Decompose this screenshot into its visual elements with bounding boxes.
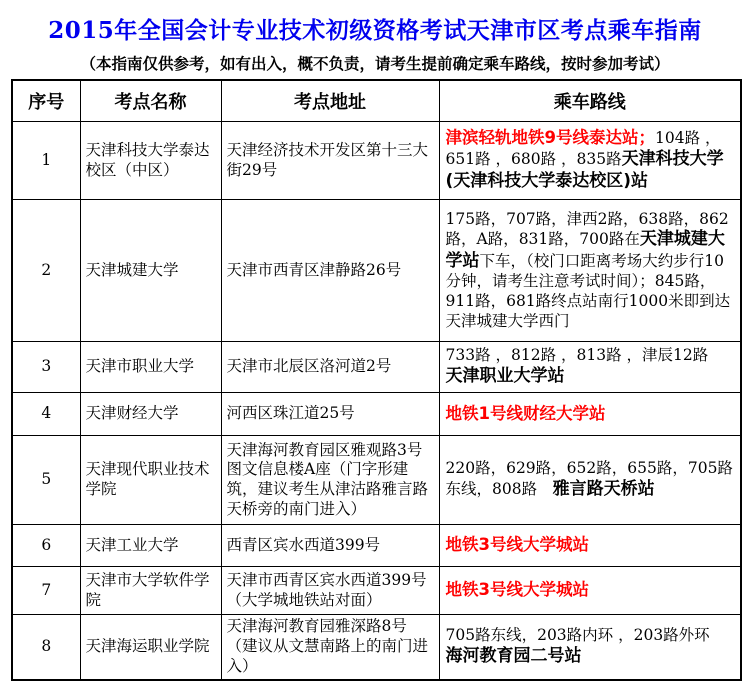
route-metro-highlight: 地铁3号线大学城站 xyxy=(445,535,589,555)
route-stop-name: 海河教育园二号站 xyxy=(445,645,582,666)
row-number: 4 xyxy=(12,393,80,436)
route-cell xyxy=(439,436,741,525)
venue-name: 天津科技大学泰达校区（中区） xyxy=(80,122,221,200)
row-number: 1 xyxy=(12,122,80,200)
route-metro-highlight: 地铁3号线大学城站 xyxy=(445,580,589,600)
route-cell xyxy=(439,122,741,200)
venue-address: 天津海河教育园区雅观路3号图文信息楼A座（门字形建筑，建议考生从津沽路雅言路天桥旁的南门进入） xyxy=(221,436,439,525)
table-row xyxy=(12,525,741,567)
bus-route-table xyxy=(11,79,742,681)
row-number: 5 xyxy=(12,436,80,525)
venue-address: 河西区珠江道25号 xyxy=(221,393,439,436)
table-row xyxy=(12,342,741,393)
row-number: 8 xyxy=(12,615,80,680)
route-bus-lines: 220路，629路，652路，655路，705路东线，808路 xyxy=(445,459,733,499)
table-row xyxy=(12,122,741,200)
route-bus-lines: 705路东线，203路内环 ，203路外环 xyxy=(445,626,710,645)
route-metro-highlight: 地铁1号线财经大学站 xyxy=(445,403,606,423)
table-row xyxy=(12,436,741,525)
route-stop-name: 天津职业大学站 xyxy=(445,366,565,387)
page-title: 2015年全国会计专业技术初级资格考试天津市区考点乘车指南 xyxy=(48,17,702,44)
route-cell xyxy=(439,567,741,615)
venue-address: 天津市北辰区洛河道2号 xyxy=(221,342,439,393)
venue-name: 天津现代职业技术学院 xyxy=(80,436,221,525)
route-note: 下车，（校门口距离考场大约步行10分钟，请考生注意考试时间）；845路，911路，681路终点站南行1000米即到达天津城建大学西门 xyxy=(445,251,731,330)
route-cell xyxy=(439,525,741,567)
venue-address: 天津市西青区宾水西道399号（大学城地铁站对面） xyxy=(221,567,439,615)
route-bus-lines: 104路 ，651路 ，680路 ，835路 xyxy=(445,129,721,169)
table-row xyxy=(12,615,741,680)
route-metro-highlight: 津滨轻轨地铁9号线泰达站； xyxy=(445,128,655,148)
route-cell xyxy=(439,342,741,393)
venue-address: 天津海河教育园雅深路8号（建议从文慧南路上的南门进入） xyxy=(221,615,439,680)
row-number: 3 xyxy=(12,342,80,393)
row-number: 7 xyxy=(12,567,80,615)
row-number: 6 xyxy=(12,525,80,567)
table-row xyxy=(12,200,741,342)
venue-name: 天津海运职业学院 xyxy=(80,615,221,680)
row-number: 2 xyxy=(12,200,80,342)
route-bus-lines: 733路 ，812路 ，813路 ，津辰12路 xyxy=(445,346,709,365)
venue-name: 天津市大学软件学院 xyxy=(80,567,221,615)
table-row xyxy=(12,393,741,436)
route-cell xyxy=(439,615,741,680)
column-header-venue-address: 考点地址 xyxy=(221,80,439,122)
venue-name: 天津城建大学 xyxy=(80,200,221,342)
route-cell xyxy=(439,393,741,436)
route-stop-name: 天津城建大学站 xyxy=(445,229,725,271)
column-header-number: 序号 xyxy=(12,80,80,122)
column-header-venue-name: 考点名称 xyxy=(80,80,221,122)
venue-name: 天津工业大学 xyxy=(80,525,221,567)
route-stop-name: 雅言路天桥站 xyxy=(552,479,655,500)
route-bus-lines: 175路，707路，津西2路，638路，862路，A路，831路，700路在 xyxy=(445,209,729,249)
route-stop-name: 天津科技大学(天津科技大学泰达校区)站 xyxy=(445,149,724,191)
disclaimer-note: （本指南仅供参考，如有出入，概不负责，请考生提前确定乘车路线，按时参加考试） xyxy=(80,54,670,73)
header-row xyxy=(12,80,741,122)
column-header-route: 乘车路线 xyxy=(439,80,741,122)
venue-address: 天津经济技术开发区第十三大街29号 xyxy=(221,122,439,200)
venue-name: 天津财经大学 xyxy=(80,393,221,436)
table-row xyxy=(12,567,741,615)
venue-address: 天津市西青区津静路26号 xyxy=(221,200,439,342)
venue-name: 天津市职业大学 xyxy=(80,342,221,393)
route-cell xyxy=(439,200,741,342)
venue-address: 西青区宾水西道399号 xyxy=(221,525,439,567)
